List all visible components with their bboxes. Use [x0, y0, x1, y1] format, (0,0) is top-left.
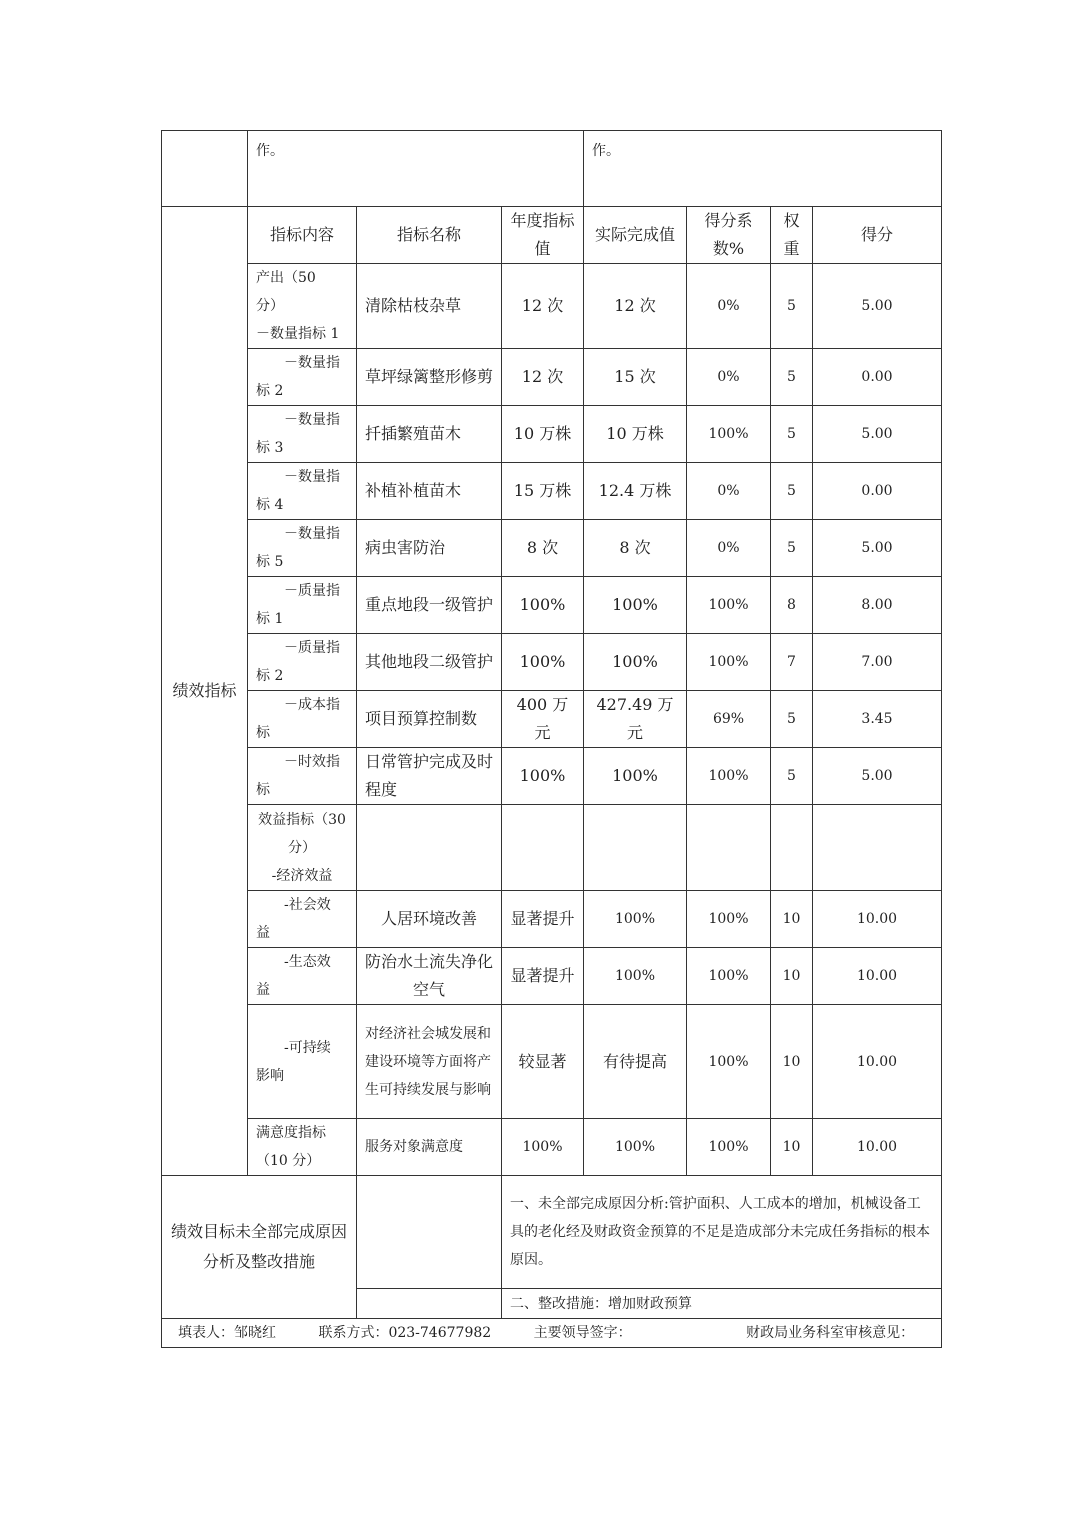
actual-value: 427.49 万元: [584, 691, 687, 748]
annual-value: 100%: [502, 748, 584, 805]
annual-value: 显著提升: [502, 891, 584, 948]
score: 8.00: [813, 577, 942, 634]
weight: 5: [771, 748, 813, 805]
score: 3.45: [813, 691, 942, 748]
content-line1: －数量指: [284, 412, 340, 428]
score: 10.00: [813, 891, 942, 948]
content-line2: 标 1: [256, 611, 284, 627]
actual-value: 15 次: [584, 349, 687, 406]
annual-value: 10 万株: [502, 406, 584, 463]
score: 0.00: [813, 463, 942, 520]
weight: 7: [771, 634, 813, 691]
score-coef: 100%: [687, 1119, 771, 1176]
indicator-name: 人居环境改善: [357, 891, 502, 948]
contact: 联系方式：023-74677982: [318, 1325, 492, 1341]
score-coef: 100%: [687, 748, 771, 805]
score-coef: 100%: [687, 577, 771, 634]
empty-cell: [813, 805, 942, 891]
empty-cell: [502, 805, 584, 891]
weight: 5: [771, 463, 813, 520]
weight: 5: [771, 264, 813, 349]
benefit-line1: 效益指标（30: [258, 811, 346, 828]
score-coef: 100%: [687, 406, 771, 463]
top-right-text: 作。: [584, 131, 942, 207]
content-line1: －质量指: [284, 583, 340, 599]
indicator-name: 日常管护完成及时程度: [357, 748, 502, 805]
indicator-name: 补植补植苗木: [357, 463, 502, 520]
score-coef: 0%: [687, 463, 771, 520]
actual-value: 100%: [584, 634, 687, 691]
blank-cell: [162, 131, 248, 207]
weight: 5: [771, 406, 813, 463]
table-row: [162, 577, 942, 634]
content-line1: －时效指: [284, 754, 340, 770]
table-row: [162, 634, 942, 691]
annual-value: 12 次: [502, 264, 584, 349]
content-line1: -可持续: [284, 1039, 331, 1056]
actual-value: 8 次: [584, 520, 687, 577]
content-line1: －数量指: [284, 526, 340, 542]
indicator-name: 服务对象满意度: [357, 1119, 502, 1176]
empty-cell: [357, 805, 502, 891]
section-label: 绩效指标: [162, 207, 248, 1176]
score: 10.00: [813, 1119, 942, 1176]
annual-value: 8 次: [502, 520, 584, 577]
weight: 5: [771, 691, 813, 748]
weight: 10: [771, 891, 813, 948]
table-row: [162, 805, 942, 891]
review-opinion: 财政局业务科室审核意见：: [746, 1325, 915, 1341]
score: 7.00: [813, 634, 942, 691]
table-row: [162, 891, 942, 948]
score: 10.00: [813, 948, 942, 1005]
annual-value: 较显著: [502, 1005, 584, 1119]
score: 0.00: [813, 349, 942, 406]
header-actual: 实际完成值: [584, 207, 687, 264]
indicator-name: 项目预算控制数: [357, 691, 502, 748]
indicator-name: 对经济社会城发展和建设环境等方面将产生可持续发展与影响: [357, 1005, 502, 1119]
table-row: [162, 406, 942, 463]
actual-value: 10 万株: [584, 406, 687, 463]
annual-value: 12 次: [502, 349, 584, 406]
indicator-name: 病虫害防治: [357, 520, 502, 577]
score-coef: 100%: [687, 948, 771, 1005]
annual-value: 400 万元: [502, 691, 584, 748]
score-coef: 100%: [687, 1005, 771, 1119]
actual-value: 12 次: [584, 264, 687, 349]
content-line2: 标: [256, 782, 270, 798]
empty-cell: [357, 1176, 502, 1289]
content-line1: －数量指: [284, 469, 340, 485]
footer-row: [162, 1319, 942, 1348]
content-line1: 满意度指标: [256, 1125, 326, 1141]
table-row: [162, 463, 942, 520]
content-line2: （10 分）: [256, 1153, 321, 1169]
content-line2: 标 4: [256, 497, 284, 513]
header-name: 指标名称: [357, 207, 502, 264]
actual-value: 100%: [584, 1119, 687, 1176]
score: 5.00: [813, 406, 942, 463]
content-line1: 产出（50 分）: [256, 270, 316, 314]
top-left-text: 作。: [248, 131, 584, 207]
content-line1: －数量指: [284, 355, 340, 371]
reason-measures: 二、整改措施：增加财政预算: [502, 1289, 942, 1319]
content-line2: 标 2: [256, 383, 284, 399]
table-row: [162, 1119, 942, 1176]
score-coef: 0%: [687, 349, 771, 406]
content-line2: 益: [256, 982, 270, 998]
score-coef: 100%: [687, 891, 771, 948]
score-coef: 100%: [687, 634, 771, 691]
empty-cell: [771, 805, 813, 891]
weight: 10: [771, 948, 813, 1005]
reason-label: 绩效目标未全部完成原因分析及整改措施: [162, 1176, 357, 1319]
header-weight: 权重: [771, 207, 813, 264]
header-coef: 得分系数%: [687, 207, 771, 264]
table-row: [162, 691, 942, 748]
content-line2: 标 2: [256, 668, 284, 684]
annual-value: 15 万株: [502, 463, 584, 520]
table-row: [162, 349, 942, 406]
indicator-name: 防治水土流失净化空气: [357, 948, 502, 1005]
content-line1: -社会效: [284, 897, 331, 913]
content-line2: －数量指标 1: [256, 326, 340, 342]
score-coef: 0%: [687, 264, 771, 349]
weight: 10: [771, 1119, 813, 1176]
indicator-name: 其他地段二级管护: [357, 634, 502, 691]
content-line2: 影响: [256, 1067, 284, 1084]
actual-value: 100%: [584, 948, 687, 1005]
indicator-name: 清除枯枝杂草: [357, 264, 502, 349]
content-line2: 标: [256, 725, 270, 741]
weight: 5: [771, 520, 813, 577]
benefit-line3: -经济效益: [271, 867, 333, 884]
leader-signature: 主要领导签字：: [533, 1325, 632, 1341]
annual-value: 100%: [502, 1119, 584, 1176]
annual-value: 100%: [502, 577, 584, 634]
empty-cell: [584, 805, 687, 891]
actual-value: 100%: [584, 577, 687, 634]
header-annual: 年度指标值: [502, 207, 584, 264]
score: 5.00: [813, 748, 942, 805]
weight: 5: [771, 349, 813, 406]
table-row: [162, 1005, 942, 1119]
actual-value: 有待提高: [584, 1005, 687, 1119]
filler: 填表人：邹晓红: [178, 1325, 276, 1341]
reason-analysis: 一、未全部完成原因分析:管护面积、人工成本的增加，机械设备工具的老化经及财政资金预算的不足是造成部分未完成任务指标的根本原因。: [502, 1176, 942, 1289]
weight: 8: [771, 577, 813, 634]
content-line2: 益: [256, 925, 270, 941]
performance-table: [161, 130, 942, 1348]
score: 5.00: [813, 520, 942, 577]
actual-value: 100%: [584, 891, 687, 948]
indicator-name: 重点地段一级管护: [357, 577, 502, 634]
indicator-name: 草坪绿篱整形修剪: [357, 349, 502, 406]
header-content: 指标内容: [248, 207, 357, 264]
actual-value: 12.4 万株: [584, 463, 687, 520]
score: 10.00: [813, 1005, 942, 1119]
annual-value: 100%: [502, 634, 584, 691]
score: 5.00: [813, 264, 942, 349]
table-row: [162, 520, 942, 577]
content-line2: 标 3: [256, 440, 284, 456]
header-score: 得分: [813, 207, 942, 264]
table-row: [162, 948, 942, 1005]
benefit-line2: 分）: [288, 839, 316, 856]
annual-value: 显著提升: [502, 948, 584, 1005]
weight: 10: [771, 1005, 813, 1119]
table-row: [162, 748, 942, 805]
empty-cell: [687, 805, 771, 891]
score-coef: 0%: [687, 520, 771, 577]
content-line2: 标 5: [256, 554, 284, 570]
table-row: [162, 264, 942, 349]
content-line1: －质量指: [284, 640, 340, 656]
actual-value: 100%: [584, 748, 687, 805]
score-coef: 69%: [687, 691, 771, 748]
content-line1: -生态效: [284, 954, 331, 970]
empty-cell: [357, 1289, 502, 1319]
content-line1: －成本指: [284, 697, 340, 713]
indicator-name: 扦插繁殖苗木: [357, 406, 502, 463]
